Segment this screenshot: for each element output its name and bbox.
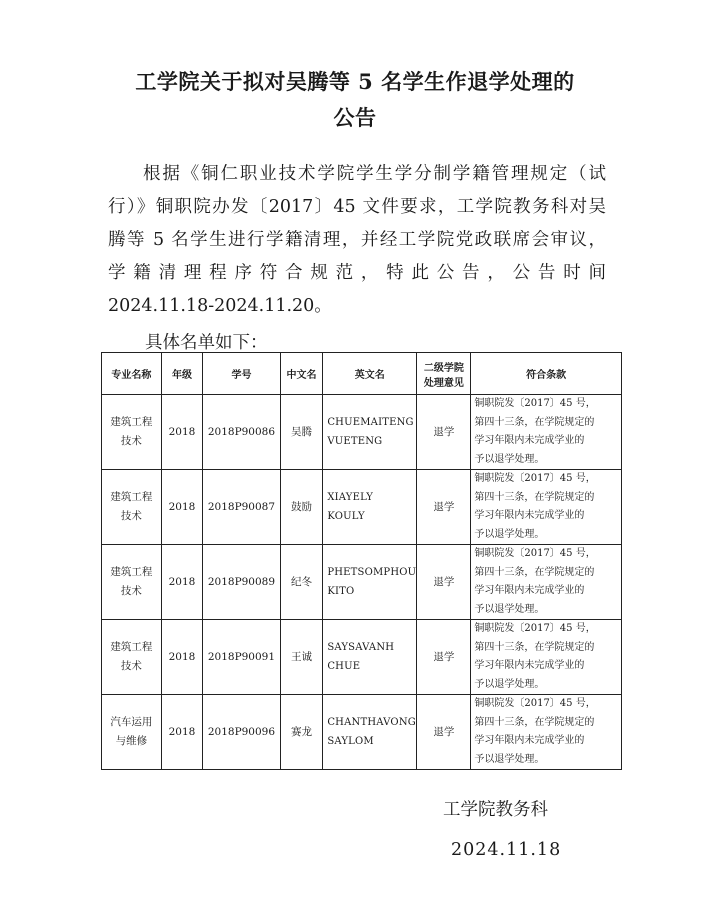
body-line: 根据《铜仁职业技术学院学生学分制学籍管理规定（试 [143, 164, 606, 184]
table-row [102, 470, 622, 545]
cell-chinese-name: 王诚 [280, 620, 323, 695]
cell-grade: 2018 [161, 470, 202, 545]
cell-clause: 铜职院发〔2017〕45 号， 第四十三条，在学院规定的 学习年限内未完成学业的 予以退学处理。 [471, 545, 622, 620]
cell-major: 汽车运用 与维修 [102, 695, 162, 770]
cell-grade: 2018 [161, 545, 202, 620]
cell-major: 建筑工程 技术 [102, 620, 162, 695]
table-row [102, 545, 622, 620]
student-table [101, 352, 622, 770]
cell-grade: 2018 [161, 695, 202, 770]
body-line: 行）》铜职院办发〔2017〕45 文件要求，工学院教务科对吴 [108, 197, 606, 217]
cell-clause: 铜职院发〔2017〕45 号， 第四十三条，在学院规定的 学习年限内未完成学业的 予以退学处理。 [471, 395, 622, 470]
cell-english-name: CHUEMAITENG VUETENG [323, 395, 417, 470]
table-row [102, 395, 622, 470]
cell-opinion: 退学 [417, 470, 471, 545]
cell-student-id: 2018P90087 [203, 470, 281, 545]
header-chinese-name: 中文名 [280, 353, 323, 395]
header-major: 专业名称 [102, 353, 162, 395]
notice-date: 2024.11.18 [451, 840, 562, 860]
header-student-id: 学号 [203, 353, 281, 395]
cell-chinese-name: 鼓励 [280, 470, 323, 545]
signature: 工学院教务科 [443, 800, 548, 820]
header-grade: 年级 [161, 353, 202, 395]
cell-opinion: 退学 [417, 395, 471, 470]
cell-chinese-name: 赛龙 [280, 695, 323, 770]
cell-opinion: 退学 [417, 695, 471, 770]
cell-student-id: 2018P90091 [203, 620, 281, 695]
notice-title-line2: 公告 [333, 105, 377, 130]
cell-major: 建筑工程 技术 [102, 545, 162, 620]
cell-chinese-name: 吴腾 [280, 395, 323, 470]
header-clause: 符合条款 [471, 353, 622, 395]
cell-clause: 铜职院发〔2017〕45 号， 第四十三条，在学院规定的 学习年限内未完成学业的 予以退学处理。 [471, 695, 622, 770]
cell-major: 建筑工程 技术 [102, 395, 162, 470]
list-intro: 具体名单如下： [145, 333, 268, 353]
cell-opinion: 退学 [417, 620, 471, 695]
table-row [102, 620, 622, 695]
cell-english-name: PHETSOMPHOU KITO [323, 545, 417, 620]
cell-student-id: 2018P90096 [203, 695, 281, 770]
header-opinion: 二级学院 处理意见 [417, 353, 471, 395]
cell-grade: 2018 [161, 620, 202, 695]
cell-opinion: 退学 [417, 545, 471, 620]
cell-major: 建筑工程 技术 [102, 470, 162, 545]
cell-student-id: 2018P90086 [203, 395, 281, 470]
cell-student-id: 2018P90089 [203, 545, 281, 620]
body-line: 2024.11.18-2024.11.20。 [108, 296, 332, 316]
notice-title-line1: 工学院关于拟对吴腾等 5 名学生作退学处理的 [135, 69, 575, 94]
table-row [102, 695, 622, 770]
cell-clause: 铜职院发〔2017〕45 号， 第四十三条，在学院规定的 学习年限内未完成学业的 予以退学处理。 [471, 620, 622, 695]
cell-english-name: SAYSAVANH CHUE [323, 620, 417, 695]
body-line: 学籍清理程序符合规范，特此公告，公告时间 [108, 263, 606, 283]
cell-clause: 铜职院发〔2017〕45 号， 第四十三条，在学院规定的 学习年限内未完成学业的 予以退学处理。 [471, 470, 622, 545]
cell-english-name: CHANTHAVONG SAYLOM [323, 695, 417, 770]
cell-chinese-name: 纪冬 [280, 545, 323, 620]
cell-grade: 2018 [161, 395, 202, 470]
table-header-row [102, 353, 622, 395]
cell-english-name: XIAYELY KOULY [323, 470, 417, 545]
body-line: 腾等 5 名学生进行学籍清理，并经工学院党政联席会审议， [108, 230, 606, 250]
header-english-name: 英文名 [323, 353, 417, 395]
notice-body [108, 158, 606, 323]
